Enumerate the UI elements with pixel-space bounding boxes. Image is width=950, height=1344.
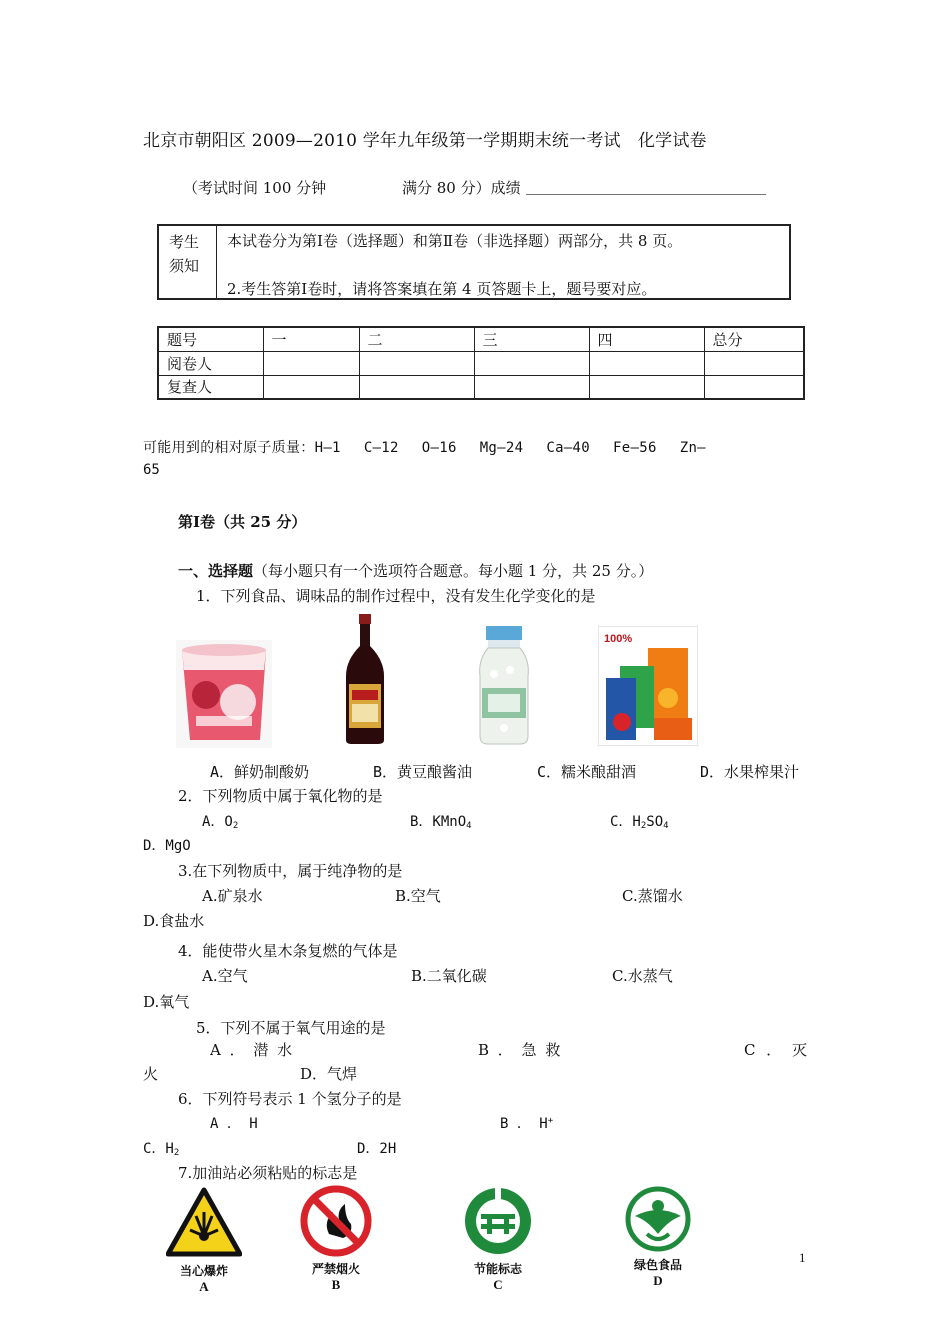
score-table-header-row <box>158 327 804 351</box>
question-2-stem: 2．下列物质中属于氧化物的是 <box>178 787 383 805</box>
score-cell[interactable] <box>263 351 359 375</box>
exam-time: （考试时间 100 分钟 <box>183 179 327 197</box>
part-label: 一、选择题 <box>178 562 254 580</box>
sign-caption: 绿色食品 <box>633 1258 682 1272</box>
sign-option-d[interactable] <box>616 1186 700 1289</box>
q3-option-b[interactable]: B.空气 <box>395 887 441 905</box>
q5-option-c[interactable]: C ． 灭 <box>744 1041 808 1059</box>
soy-sauce-bottle-icon <box>340 614 390 746</box>
score-cell[interactable] <box>704 351 804 375</box>
question-1-stem: 1．下列食品、调味品的制作过程中，没有发生化学变化的是 <box>196 587 596 605</box>
sign-letter: D <box>653 1273 663 1288</box>
score-cell[interactable] <box>359 351 474 375</box>
atomic-mass-line-2: 65 <box>143 462 160 478</box>
q3-option-c[interactable]: C.蒸馏水 <box>622 887 683 905</box>
q4-option-d[interactable]: D.氧气 <box>143 993 190 1011</box>
part-heading <box>178 560 653 581</box>
sign-option-b[interactable] <box>296 1184 376 1293</box>
q5-option-a[interactable]: A ． 潜 水 <box>210 1041 293 1059</box>
explosion-warning-icon <box>166 1186 242 1258</box>
q2-option-a[interactable]: A．$O_2$ <box>202 814 239 831</box>
question-6-stem: 6．下列符号表示 1 个氢分子的是 <box>178 1090 402 1108</box>
juice-box-label: 100% <box>604 633 633 645</box>
notice-box <box>157 224 791 300</box>
full-score: 满分 80 分）成绩 <box>402 179 521 197</box>
score-header-cell: 三 <box>474 327 589 351</box>
notice-label <box>159 226 217 298</box>
sign-caption: 当心爆炸 <box>179 1264 228 1278</box>
score-row-label: 复查人 <box>158 375 263 399</box>
question-4-stem: 4．能使带火星木条复燃的气体是 <box>178 942 398 960</box>
q6-option-b[interactable]: B ． H+ <box>500 1116 554 1132</box>
score-cell[interactable] <box>263 375 359 399</box>
score-cell[interactable] <box>589 351 704 375</box>
rice-wine-jar-icon <box>478 626 530 746</box>
score-header-cell: 题号 <box>158 327 263 351</box>
q2-option-d[interactable]: D．MgO <box>143 838 191 854</box>
score-header-cell: 一 <box>263 327 359 351</box>
score-header-cell: 二 <box>359 327 474 351</box>
q3-option-a[interactable]: A.矿泉水 <box>202 887 263 905</box>
q5-option-c-continued: 火 <box>143 1065 159 1083</box>
question-5-stem: 5．下列不属于氧气用途的是 <box>196 1019 386 1037</box>
sign-caption: 节能标志 <box>473 1262 522 1276</box>
score-table-row <box>158 351 804 375</box>
green-food-icon <box>625 1186 691 1252</box>
q5-option-d[interactable]: D．气焊 <box>300 1065 358 1083</box>
score-cell[interactable] <box>704 375 804 399</box>
q2-option-b[interactable]: B．KMnO$_4$ <box>410 814 472 831</box>
part-note: （每小题只有一个选项符合题意。每小题 1 分，共 25 分。） <box>253 562 654 580</box>
notice-label-line2: 须知 <box>169 257 200 275</box>
sign-letter: B <box>331 1277 341 1292</box>
q1-option-c[interactable]: C．糯米酿甜酒 <box>537 763 637 781</box>
q6-option-c[interactable]: C．$H_2$ <box>143 1141 180 1158</box>
notice-label-line1: 考生 <box>169 233 200 251</box>
q4-option-b[interactable]: B.二氧化碳 <box>411 967 487 985</box>
score-header-cell: 四 <box>589 327 704 351</box>
notice-line-1: 本试卷分为第Ⅰ卷（选择题）和第Ⅱ卷（非选择题）两部分，共 8 页。 <box>227 232 683 250</box>
sign-option-c[interactable] <box>456 1184 540 1293</box>
yogurt-cup-icon <box>176 640 272 748</box>
no-fire-icon <box>299 1184 373 1258</box>
paper-title: 北京市朝阳区 2009—2010 学年九年级第一学期期末统一考试 化学试卷 <box>143 131 707 151</box>
q6-option-d[interactable]: D．2H <box>357 1141 397 1157</box>
q2-option-c[interactable]: C．$H_2SO_4$ <box>610 814 669 831</box>
score-row-label: 阅卷人 <box>158 351 263 375</box>
q1-option-d[interactable]: D．水果榨果汁 <box>700 763 800 781</box>
question-3-stem: 3.在下列物质中，属于纯净物的是 <box>178 862 403 880</box>
score-cell[interactable] <box>589 375 704 399</box>
q1-option-b[interactable]: B．黄豆酿酱油 <box>373 763 473 781</box>
score-table-row <box>158 375 804 399</box>
question-7-stem: 7.加油站必须粘贴的标志是 <box>178 1164 358 1182</box>
q4-option-c[interactable]: C.水蒸气 <box>612 967 673 985</box>
q6-option-a[interactable]: A ． H <box>210 1116 258 1132</box>
q4-option-a[interactable]: A.空气 <box>202 967 248 985</box>
sign-letter: C <box>493 1277 503 1292</box>
notice-line-2: 2.考生答第Ⅰ卷时，请将答案填在第 4 页答题卡上，题号要对应。 <box>227 280 657 298</box>
score-cell[interactable] <box>474 351 589 375</box>
score-table <box>157 326 805 400</box>
score-header-cell: 总分 <box>704 327 804 351</box>
sign-caption: 严禁烟火 <box>311 1262 360 1276</box>
sign-option-a[interactable] <box>164 1186 244 1295</box>
q5-option-b[interactable]: B ． 急 救 <box>478 1041 561 1059</box>
juice-boxes-icon <box>598 626 698 746</box>
energy-saving-icon <box>461 1184 535 1258</box>
score-blank[interactable]: ________________________________ <box>526 177 766 195</box>
atomic-mass-line: 可能用到的相对原子质量：H—1 C—12 O—16 Mg—24 Ca—40 Fe—56 Zn— <box>143 440 706 456</box>
score-cell[interactable] <box>359 375 474 399</box>
sign-letter: A <box>199 1279 209 1294</box>
q1-option-a[interactable]: A．鲜奶制酸奶 <box>210 763 310 781</box>
section-title: 第Ⅰ卷（共 25 分） <box>178 513 307 531</box>
page-number: 1 <box>799 1250 806 1265</box>
score-cell[interactable] <box>474 375 589 399</box>
q3-option-d[interactable]: D.食盐水 <box>143 912 205 930</box>
